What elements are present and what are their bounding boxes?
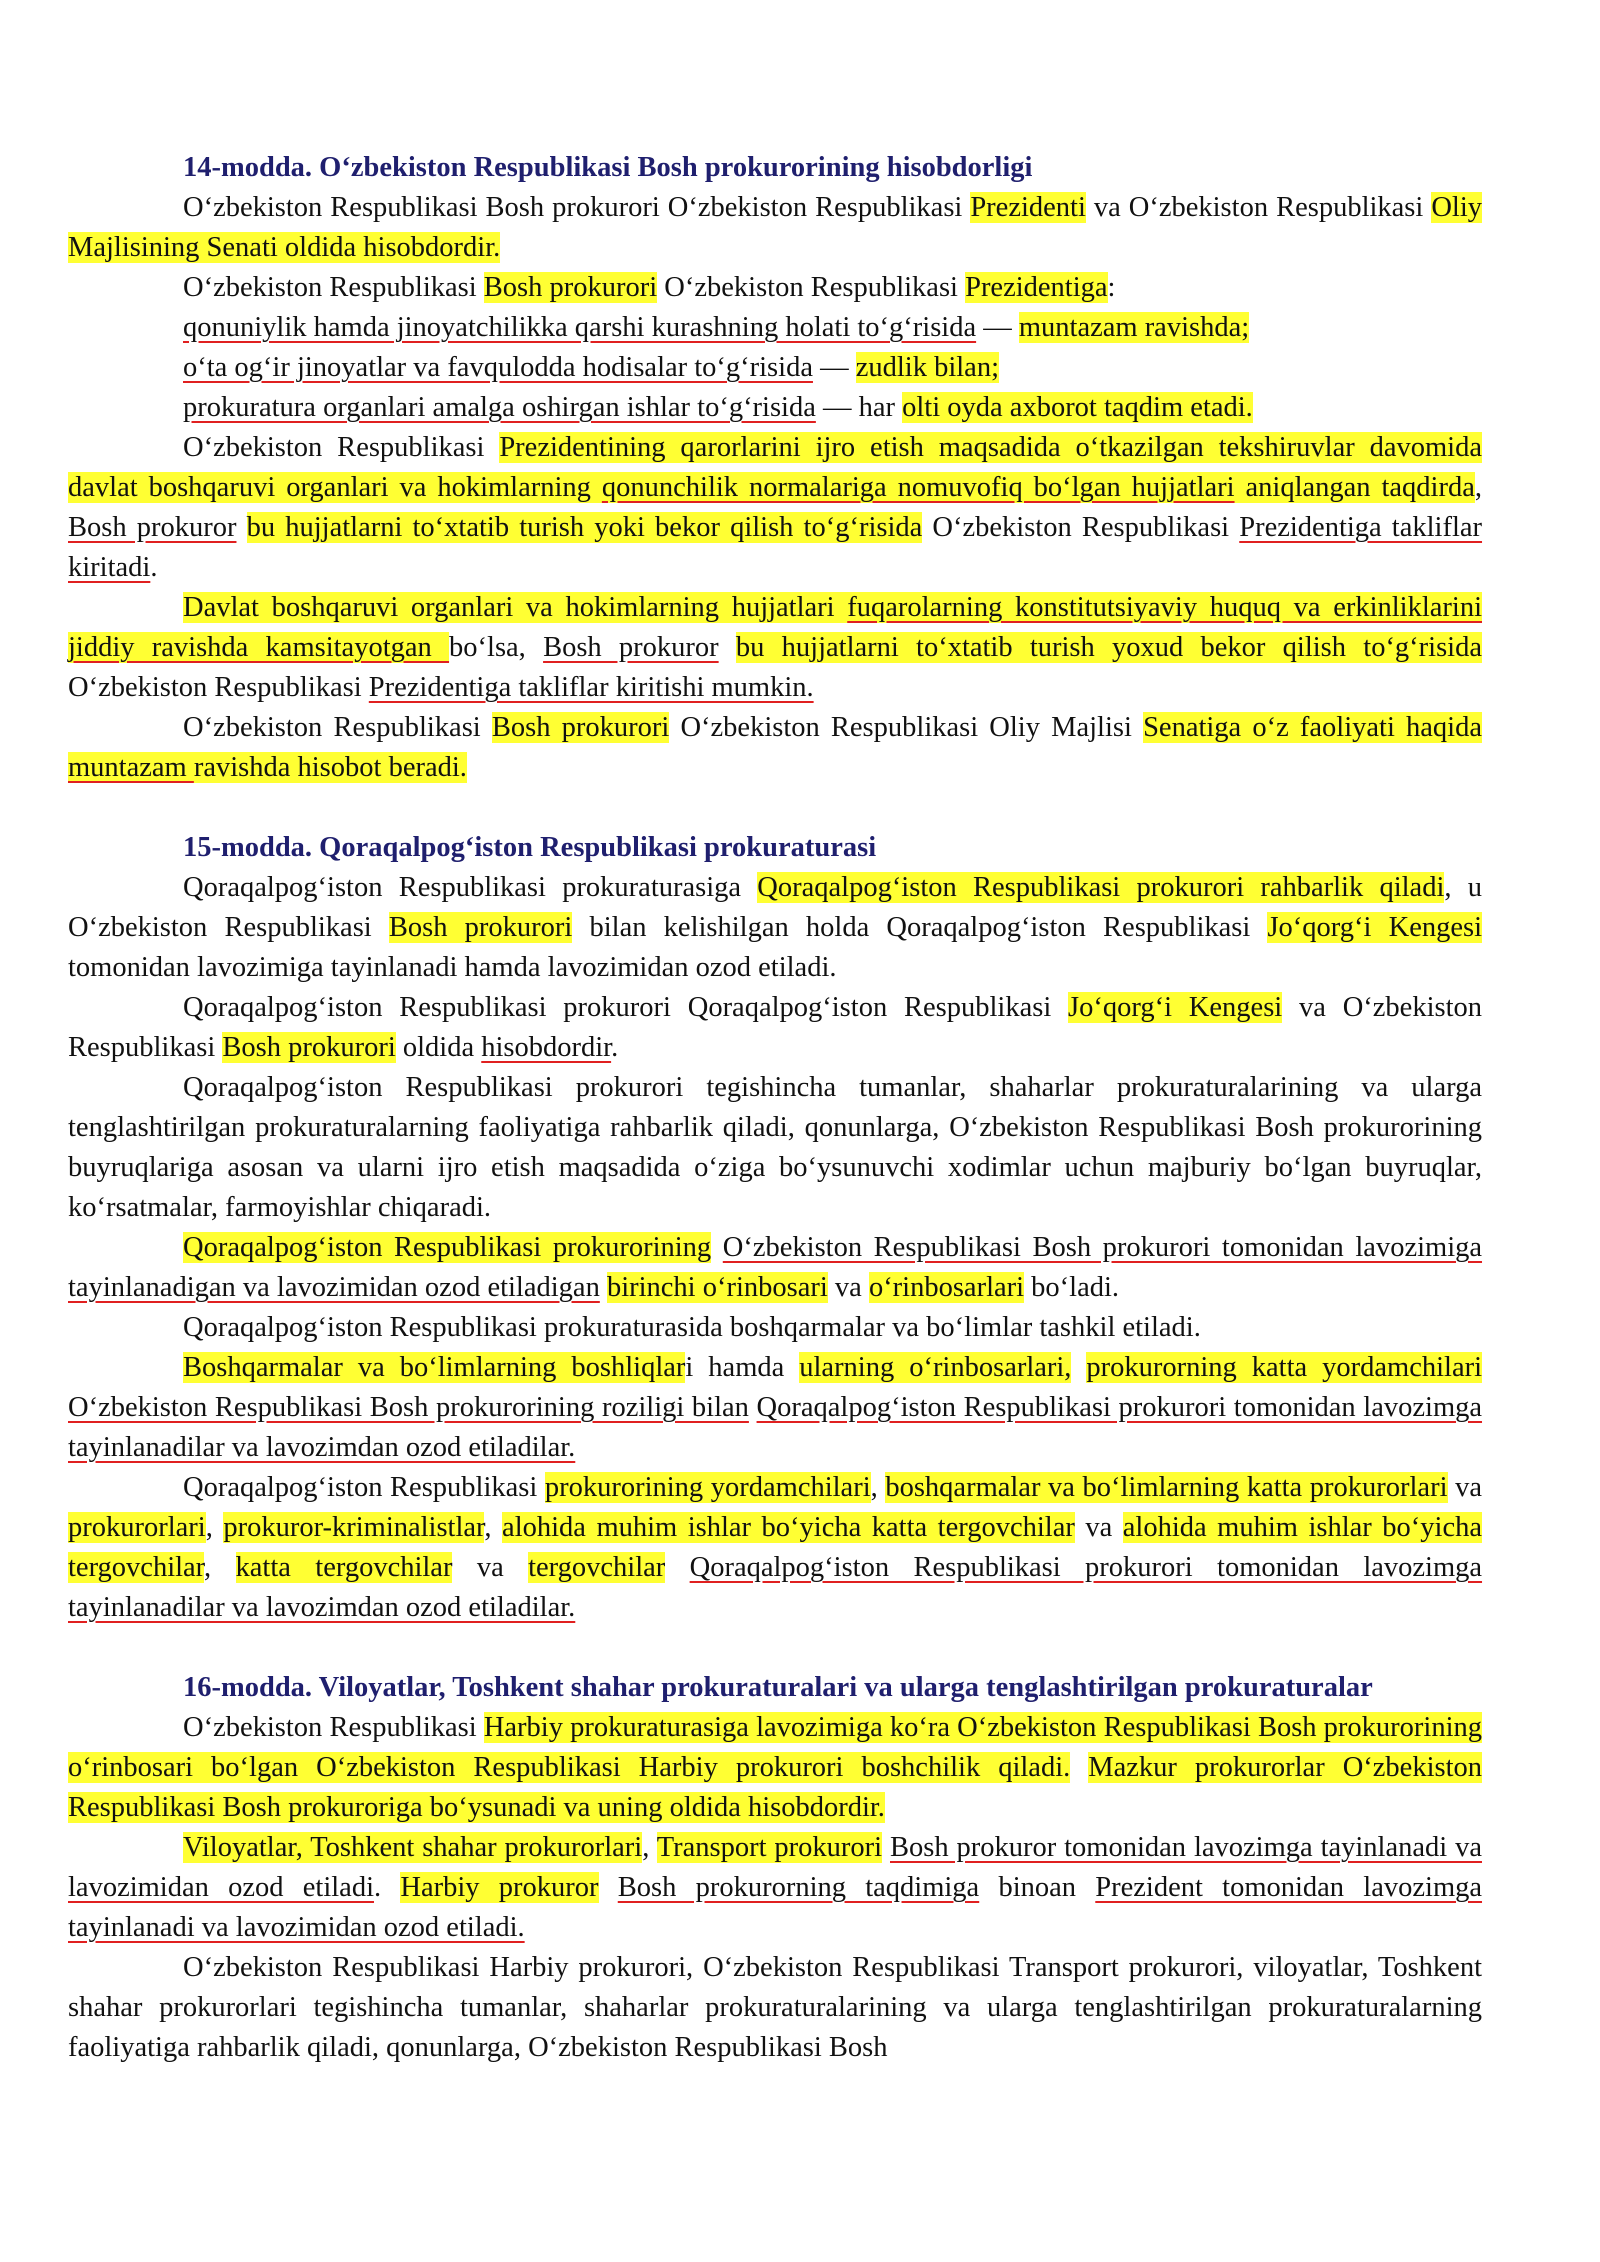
highlighted-text: Harbiy prokuror (400, 1872, 599, 1903)
article-14-paragraph-5 (68, 708, 1482, 788)
highlighted-text: Qoraqalpog‘iston Respublikasi prokurori rahbarlik qiladi (757, 872, 1445, 903)
underlined-text: Bosh prokuror (68, 512, 237, 543)
highlighted-text: Davlat boshqaruvi organlari va hokimlarning hujjatlari (183, 592, 848, 623)
text-run: , (870, 1472, 886, 1503)
article-15-paragraph-2 (68, 988, 1482, 1068)
highlighted-text: olti oyda axborot taqdim etadi. (902, 392, 1253, 423)
highlighted-text: Prezidentiga (965, 272, 1108, 303)
text-run (1070, 1752, 1088, 1783)
article-15-paragraph-5: Qoraqalpog‘iston Respublikasi prokuraturasida boshqarmalar va bo‘limlar tashkil etiladi. (183, 1312, 1201, 1343)
article-15-paragraph-7 (68, 1468, 1482, 1628)
text-run: , (642, 1832, 657, 1863)
text-run: tomonidan lavozimiga tayinlanadi hamda lavozimidan ozod etiladi. (68, 952, 837, 983)
highlighted-text: Senatiga o‘z faoliyati haqida (1143, 712, 1483, 743)
highlighted-text: bu hujjatlarni to‘xtatib turish yoxud bekor qilish to‘g‘risida (735, 632, 1482, 663)
highlighted-text: Bosh prokurori (491, 712, 670, 743)
article-14 (68, 148, 1482, 788)
text-run: bo‘lsa, (449, 632, 544, 663)
highlighted-text: o‘rinbosarlari (868, 1272, 1025, 1303)
highlighted-text: Jo‘qorg‘i Kengesi (1068, 992, 1283, 1023)
article-14-paragraph-3 (68, 428, 1482, 588)
highlighted-text: Prezidentining qarorlarini ijro etish maqsadida o‘tkazilgan tekshiruvlar davomida (499, 432, 1483, 463)
underlined-text: qonuniylik hamda jinoyatchilikka qarshi kurashning holati to‘g‘risida (183, 312, 977, 343)
text-run: , u O‘zbekiston Respublikasi (68, 872, 1482, 943)
text-run: Qoraqalpog‘iston Respublikasi prokurori Qoraqalpog‘iston Respublikasi (183, 992, 1069, 1023)
article-15-paragraph-4 (68, 1228, 1482, 1308)
underlined-text: Prezidentiga takliflar kiritishi mumkin. (368, 672, 814, 703)
underlined-text: Bosh prokurorning taqdimiga (617, 1872, 980, 1903)
underlined-text: Qoraqalpog‘iston Respublikasi prokurori tomonidan lavozimga tayinlanadilar va lavozimdan ozod etiladilar. (68, 1552, 1483, 1623)
text-run: va (1074, 1512, 1123, 1543)
highlighted-text: birinchi o‘rinbosari (606, 1272, 828, 1303)
underlined-text: o‘ta og‘ir jinoyatlar va favqulodda hodisalar to‘g‘risida (183, 352, 813, 383)
text-run (711, 1232, 723, 1263)
highlighted-text: zudlik bilan; (855, 352, 999, 383)
highlighted-text: davlat boshqaruvi organlari va hokimlarning (68, 472, 602, 503)
highlighted-text: Oliy Majlisining Senati oldida hisobdordir. (68, 192, 1482, 263)
highlighted-text: Bosh prokurori (483, 272, 658, 303)
highlighted-text: Harbiy prokuraturasiga lavozimiga ko‘ra O‘zbekiston Respublikasi Bosh prokurorining o‘rinbosari bo‘lgan O‘zbekiston Respublikasi Harbiy prokurori boshchilik qiladi. (68, 1712, 1482, 1783)
text-run: , (484, 1512, 503, 1543)
text-run: Qoraqalpog‘iston Respublikasi prokuraturasiga (183, 872, 758, 903)
text-run (1071, 1352, 1086, 1383)
text-run: O‘zbekiston Respublikasi (922, 512, 1240, 543)
text-run: — (812, 352, 856, 383)
article-15-paragraph-1 (68, 868, 1482, 988)
text-run: , (205, 1512, 224, 1543)
text-run: Qoraqalpog‘iston Respublikasi (183, 1472, 545, 1503)
highlighted-text: bu hujjatlarni to‘xtatib turish yoki bekor qilish to‘g‘risida (246, 512, 923, 543)
highlighted-text: boshqarmalar va bo‘limlarning katta prokurorlari (885, 1472, 1448, 1503)
underlined-text: O‘zbekiston Respublikasi Bosh prokurorining roziligi bilan (68, 1392, 749, 1423)
underlined-text: O‘zbekiston Respublikasi Bosh prokurori tomonidan lavozimiga tayinlanadigan va lavozimidan ozod etiladigan (68, 1232, 1483, 1303)
text-run: va O‘zbekiston Respublikasi (68, 992, 1482, 1063)
text-run: va (827, 1272, 869, 1303)
text-run: va O‘zbekiston Respublikasi (1085, 192, 1432, 223)
highlighted-text: Bosh prokurori (222, 1032, 396, 1063)
underlined-text: Prezident tomonidan lavozimga tayinlanadi va lavozimidan ozod etiladi. (68, 1872, 1483, 1943)
text-run: O‘zbekiston Respublikasi (183, 272, 484, 303)
highlighted-text: ularning o‘rinbosarlari, (799, 1352, 1072, 1383)
article-16-title: 16-modda. Viloyatlar, Toshkent shahar prokuraturalari va ularga tenglashtirilgan prokuraturalar (183, 1672, 1373, 1703)
highlighted-text: ravishda hisobot beradi. (193, 752, 467, 783)
text-run: . (150, 552, 158, 583)
highlighted-text: aniqlangan taqdirda (1234, 472, 1475, 503)
text-run (236, 512, 246, 543)
highlighted-underlined-text: qonunchilik normalariga nomuvofiq bo‘lgan hujjatlari (601, 472, 1235, 503)
text-run: binoan (979, 1872, 1096, 1903)
text-run: — har (815, 392, 903, 423)
text-run: O‘zbekiston Respublikasi (657, 272, 966, 303)
text-run: O‘zbekiston Respublikasi Oliy Majlisi (669, 712, 1144, 743)
text-run (749, 1392, 757, 1423)
text-run: O‘zbekiston Respublikasi (183, 432, 500, 463)
article-16-paragraph-2 (68, 1828, 1482, 1948)
highlighted-text: prokuror-kriminalistlar (223, 1512, 485, 1543)
text-run: i hamda (685, 1352, 800, 1383)
highlighted-text: Boshqarmalar va bo‘limlarning boshliqlar (183, 1352, 686, 1383)
text-run: O‘zbekiston Respublikasi (183, 1712, 484, 1743)
text-run: . (374, 1872, 401, 1903)
underlined-text: Qoraqalpog‘iston Respublikasi prokurori tomonidan lavozimga tayinlanadilar va lavozimdan ozod etiladilar. (68, 1392, 1483, 1463)
highlighted-text: alohida muhim ishlar bo‘yicha katta tergovchilar (502, 1512, 1075, 1543)
underlined-text: Prezidentiga takliflar kiritadi (68, 512, 1483, 583)
text-run: O‘zbekiston Respublikasi Bosh prokurori O‘zbekiston Respublikasi (183, 192, 971, 223)
article-14-list-item-2 (68, 348, 1482, 388)
article-16 (68, 1668, 1482, 2068)
text-run (600, 1272, 607, 1303)
highlighted-text: prokurorining yordamchilari (544, 1472, 871, 1503)
text-run: . (611, 1032, 619, 1063)
underlined-text: Bosh prokuror (543, 632, 719, 663)
underlined-text: Bosh prokuror tomonidan lavozimga tayinlanadi va lavozimidan ozod etiladi (68, 1832, 1482, 1903)
article-14-list-item-1 (68, 308, 1482, 348)
text-run: , (1474, 472, 1482, 503)
highlighted-text: Viloyatlar, Toshkent shahar prokurorlari (183, 1832, 643, 1863)
article-14-paragraph-2 (68, 268, 1482, 308)
article-15-paragraph-6 (68, 1348, 1482, 1468)
text-run: va (1447, 1472, 1482, 1503)
text-run: va (452, 1552, 529, 1583)
text-run: bilan kelishilgan holda Qoraqalpog‘iston Respublikasi (572, 912, 1268, 943)
text-run: oldida (395, 1032, 482, 1063)
underlined-text: prokuratura organlari amalga oshirgan ishlar to‘g‘risida (183, 392, 816, 423)
text-run (665, 1552, 689, 1583)
article-15 (68, 828, 1482, 1628)
article-14-paragraph-1 (68, 188, 1482, 268)
article-16-paragraph-3: O‘zbekiston Respublikasi Harbiy prokurori, O‘zbekiston Respublikasi Transport prokurori, viloyatlar, Toshkent shahar prokurorlari tegishincha tumanlar, shaharlar prokuraturalarining va ularga tenglashtirilgan prokuraturalarning faoliyatiga rahbarlik qiladi, qonunlarga, O‘zbekiston Respublikasi Bosh (68, 1952, 1482, 2063)
text-run (882, 1832, 890, 1863)
article-15-paragraph-3: Qoraqalpog‘iston Respublikasi prokurori tegishincha tumanlar, shaharlar prokuraturalarining va ularga tenglashtirilgan prokuraturalarning faoliyatiga rahbarlik qiladi, qonunlarga, O‘zbekiston Respublikasi Bosh prokurorining buyruqlariga asosan va ularni ijro etish maqsadida o‘ziga bo‘ysunuvchi xodimlar uchun majburiy bo‘lgan buyruqlar, ko‘rsatmalar, farmoyishlar chiqaradi. (68, 1072, 1482, 1223)
highlighted-text: prokurorning katta yordamchilari (1086, 1352, 1482, 1383)
text-run: O‘zbekiston Respublikasi (68, 672, 369, 703)
highlighted-text: tergovchilar (528, 1552, 666, 1583)
article-14-title: 14-modda. O‘zbekiston Respublikasi Bosh prokurorining hisobdorligi (183, 152, 1033, 183)
article-16-paragraph-1 (68, 1708, 1482, 1828)
highlighted-text: Prezidenti (970, 192, 1086, 223)
highlighted-text: Jo‘qorg‘i Kengesi (1267, 912, 1483, 943)
text-run: O‘zbekiston Respublikasi (183, 712, 492, 743)
highlighted-text: Transport prokurori (656, 1832, 883, 1863)
highlighted-text: Mazkur prokurorlar O‘zbekiston Respublikasi Bosh prokuroriga bo‘ysunadi va uning oldida hisobdordir. (68, 1752, 1483, 1823)
highlighted-text: muntazam ravishda; (1018, 312, 1250, 343)
text-run: bo‘ladi. (1024, 1272, 1120, 1303)
highlighted-underlined-text: fuqarolarning konstitutsiyaviy huquq va erkinliklarini jiddiy ravishda kamsitayotgan (68, 592, 1482, 663)
text-run (719, 632, 736, 663)
underlined-text: hisobdordir (481, 1032, 612, 1063)
highlighted-text: Qoraqalpog‘iston Respublikasi prokurorining (183, 1232, 712, 1263)
text-run (599, 1872, 618, 1903)
text-run: , (204, 1552, 236, 1583)
article-14-list-item-3 (68, 388, 1482, 428)
text-run: — (976, 312, 1019, 343)
highlighted-underlined-text: muntazam (68, 752, 194, 783)
highlighted-text: prokurorlari (68, 1512, 206, 1543)
highlighted-text: alohida muhim ishlar bo‘yicha tergovchilar (68, 1512, 1482, 1583)
highlighted-text: katta tergovchilar (235, 1552, 453, 1583)
article-14-paragraph-4 (68, 588, 1482, 708)
text-run: : (1107, 272, 1116, 303)
article-15-title: 15-modda. Qoraqalpog‘iston Respublikasi prokuraturasi (183, 832, 877, 863)
highlighted-text: Bosh prokurori (388, 912, 573, 943)
